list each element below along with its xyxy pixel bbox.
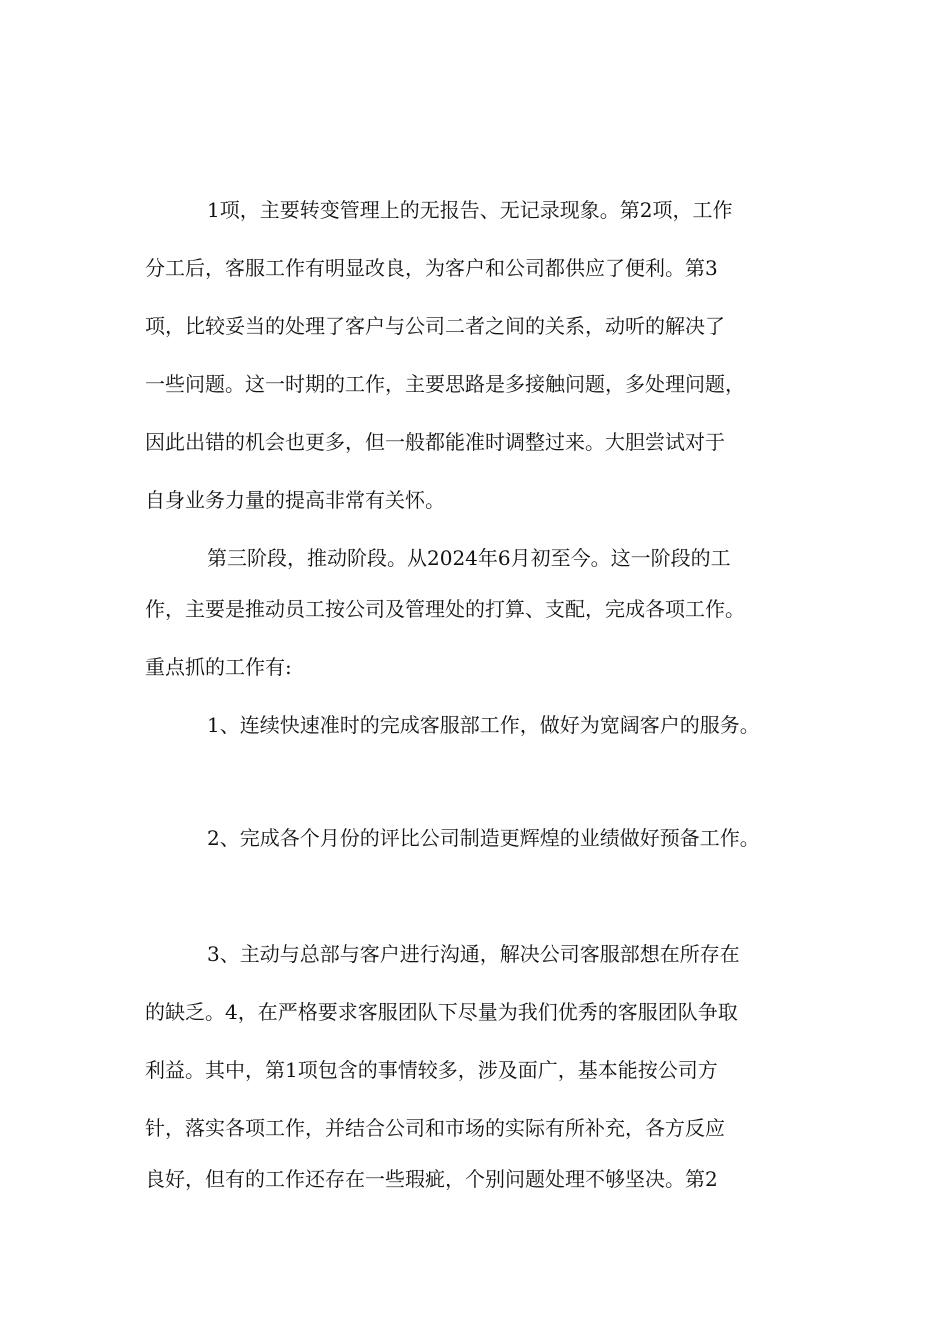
paragraph-line: 重点抓的工作有: [145, 655, 292, 679]
paragraph-line: 利益。其中，第1项包含的事情较多，涉及面广，基本能按公司方 [145, 1058, 718, 1082]
paragraph-line: 自身业务力量的提高非常有关怀。 [145, 488, 445, 512]
paragraph-line: 一些问题。这一时期的工作，主要思路是多接触问题，多处理问题， [145, 372, 745, 396]
list-item: 2、完成各个月份的评比公司制造更辉煌的业绩做好预备工作。 [207, 826, 760, 850]
paragraph-line: 3、主动与总部与客户进行沟通，解决公司客服部想在所存在 [207, 942, 740, 966]
list-item: 1、连续快速准时的完成客服部工作，做好为宽阔客户的服务。 [207, 713, 760, 737]
paragraph-line: 针，落实各项工作，并结合公司和市场的实际有所补充，各方反应 [145, 1116, 725, 1140]
paragraph-line: 良好，但有的工作还存在一些瑕疵，个别问题处理不够坚决。第2 [145, 1167, 718, 1191]
paragraph-line: 的缺乏。4，在严格要求客服团队下尽量为我们优秀的客服团队争取 [145, 1000, 738, 1024]
paragraph-line: 项，比较妥当的处理了客户与公司二者之间的关系，动听的解决了 [145, 314, 725, 338]
paragraph-line: 作，主要是推动员工按公司及管理处的打算、支配，完成各项工作。 [145, 597, 745, 621]
paragraph-line: 第三阶段，推动阶段。从2024年6月初至今。这一阶段的工 [207, 546, 731, 570]
paragraph-line: 分工后，客服工作有明显改良，为客户和公司都供应了便利。第3 [145, 256, 718, 280]
paragraph-line: 因此出错的机会也更多，但一般都能准时调整过来。大胆尝试对于 [145, 430, 725, 454]
paragraph-line: 1项，主要转变管理上的无报告、无记录现象。第2项，工作 [207, 198, 733, 222]
